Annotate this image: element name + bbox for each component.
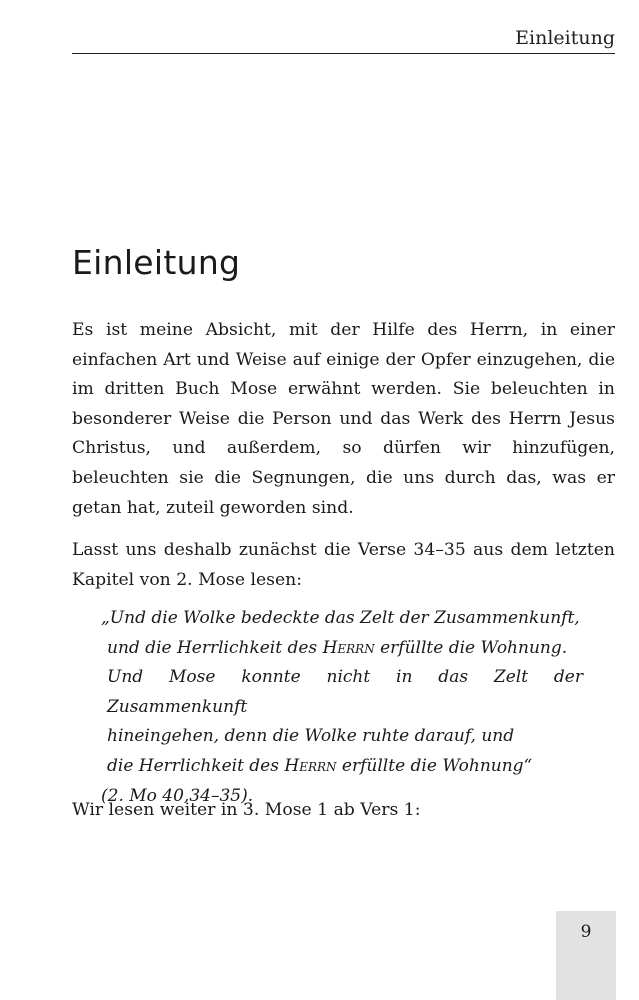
quote-line: „Und die Wolke bedeckte das Zelt der Zusammenkunft, [101,608,580,628]
quote-line [101,752,583,782]
quote-text: die Herrlichkeit des [107,755,285,776]
paragraph-intro: Es ist meine Absicht, mit der Hilfe des Herrn, in einer einfachen Art und Weise auf einige der Opfer einzugehen, die im dritten Buch Mose erwähnt werden. Sie beleuchten in besonderer Weise die Person und das Werk des Herrn Jesus Christus, und außerdem, so dürfen wir hinzufügen, beleuchten sie die Segnungen, die uns durch das, was er getan hat, zuteil geworden sind. [72,320,615,518]
page-number-tab [556,911,616,1000]
quote-line [101,634,583,664]
chapter-title: Einleitung [72,243,241,282]
paragraph-continue: Wir lesen weiter in 3. Mose 1 ab Vers 1: [72,800,421,820]
running-header-title: Einleitung [515,27,615,49]
quote-reference: (2. Mo 40,34–35). [101,785,254,806]
paragraph-lead-in: Lasst uns deshalb zunächst die Verse 34–35 aus dem letzten Kapitel von 2. Mose lesen: [72,540,615,590]
quote-divine-name: Herrn [284,755,337,776]
quote-line: hineingehen, denn die Wolke ruhte darauf, und [107,726,515,747]
quote-divine-name: Herrn [322,637,375,658]
quote-text: erfüllte die Wohnung. [374,637,568,658]
quote-text: erfüllte die Wohnung“ [336,755,533,776]
running-header [72,26,615,54]
page-number: 9 [580,922,592,942]
quote-line: Und Mose konnte nicht in das Zelt der Zusammenkunft [107,667,583,717]
quote-text: und die Herrlichkeit des [107,637,323,658]
scripture-quote [101,604,583,811]
